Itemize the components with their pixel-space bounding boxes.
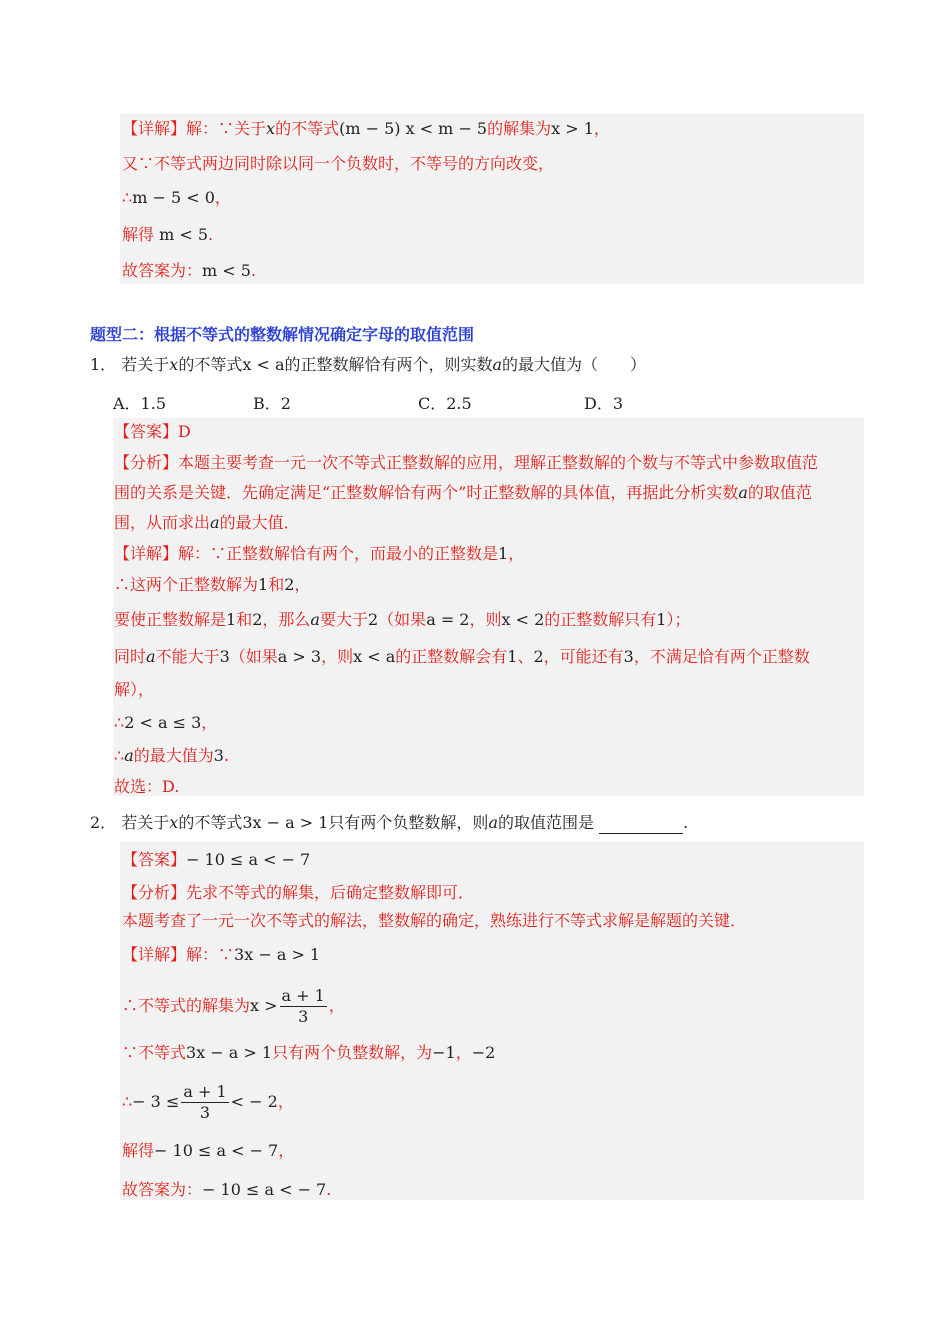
q2-detail-line6: 故答案为：− 10 ≤ a < − 7. — [122, 1180, 332, 1199]
q1-detail-line7: ∴a的最大值为3. — [114, 746, 230, 765]
q2-stem: 2． 若关于x的不等式3x − a > 1只有两个负整数解，则a的取值范围是 . — [90, 813, 689, 832]
q2-detail-line4: ∴− 3 ≤ $\frac{a + 1}{3}$ < − 2， — [122, 1082, 294, 1122]
q1-detail-line4: 同时a不能大于3（如果a > 3，则x < a的正整数解会有1、2，可能还有3，不满足恰有两个正整数 — [114, 647, 810, 666]
q1-detail-line1: 【详解】解：∵正整数解恰有两个，而最小的正整数是1， — [114, 544, 525, 563]
answer-blank[interactable] — [599, 817, 683, 834]
q1-analysis-line3: 围，从而求出a的最大值． — [114, 513, 300, 532]
q2-detail-line2: ∴不等式的解集为x > $\frac{a + 1}{3}$ ， — [122, 986, 345, 1026]
q1-detail-line5: 解）， — [114, 680, 155, 699]
q1-detail-line3: 要使正整数解是1和2，那么a要大于2（如果a = 2，则x < 2的正整数解只有1）； — [114, 610, 691, 629]
q2-detail-line5: 解得− 10 ≤ a < − 7， — [122, 1141, 295, 1160]
q1-detail-line6: ∴2 < a ≤ 3， — [114, 713, 218, 732]
q1-answer: 【答案】D — [114, 422, 191, 441]
q2-detail-line1: 【详解】解：∵3x − a > 1 — [122, 945, 321, 964]
q1-option-d: D．3 — [584, 394, 624, 413]
fraction: $\frac{a + 1}{3}$ — [281, 986, 325, 1026]
section-heading: 题型二：根据不等式的整数解情况确定字母的取值范围 — [90, 325, 475, 344]
q1-option-c: C．2.5 — [418, 394, 472, 413]
q1-option-b: B．2 — [253, 394, 291, 413]
q1-analysis-line1: 【分析】本题主要考查一元一次不等式正整数解的应用，理解正整数解的个数与不等式中参数取值范 — [114, 453, 819, 472]
block1-line2: 又∵不等式两边同时除以同一个负数时，不等号的方向改变， — [122, 154, 555, 173]
q2-detail-line3: ∵不等式3x − a > 1只有两个负整数解，为−1，−2 — [122, 1043, 496, 1062]
block1-line4: 解得 m < 5. — [122, 225, 214, 244]
block1-line5: 故答案为：m < 5. — [122, 261, 257, 280]
solution-box-2 — [113, 418, 864, 796]
q1-analysis-line2: 围的关系是关键．先确定满足“正整数解恰有两个”时正整数解的具体值，再据此分析实数a的取值范 — [114, 483, 812, 502]
block1-line3: ∴m − 5 < 0， — [122, 188, 231, 207]
q2-answer: 【答案】− 10 ≤ a < − 7 — [122, 850, 311, 869]
q1-final: 故选：D. — [114, 777, 180, 796]
q1-option-a: A．1.5 — [113, 394, 167, 413]
q1-detail-line2: ∴这两个正整数解为1和2， — [114, 575, 311, 594]
q2-analysis-line1: 【分析】先求不等式的解集，后确定整数解即可． — [122, 883, 475, 902]
block1-line1: 【详解】解：∵关于x的不等式(m − 5) x < m − 5的解集为x > 1， — [122, 119, 610, 138]
fraction: $\frac{a + 1}{3}$ — [183, 1082, 227, 1122]
q2-analysis-line2: 本题考查了一元一次不等式的解法，整数解的确定，熟练进行不等式求解是解题的关键． — [122, 911, 747, 930]
q1-stem: 1． 若关于x的不等式x < a的正整数解恰有两个，则实数a的最大值为（ ） — [90, 355, 647, 374]
